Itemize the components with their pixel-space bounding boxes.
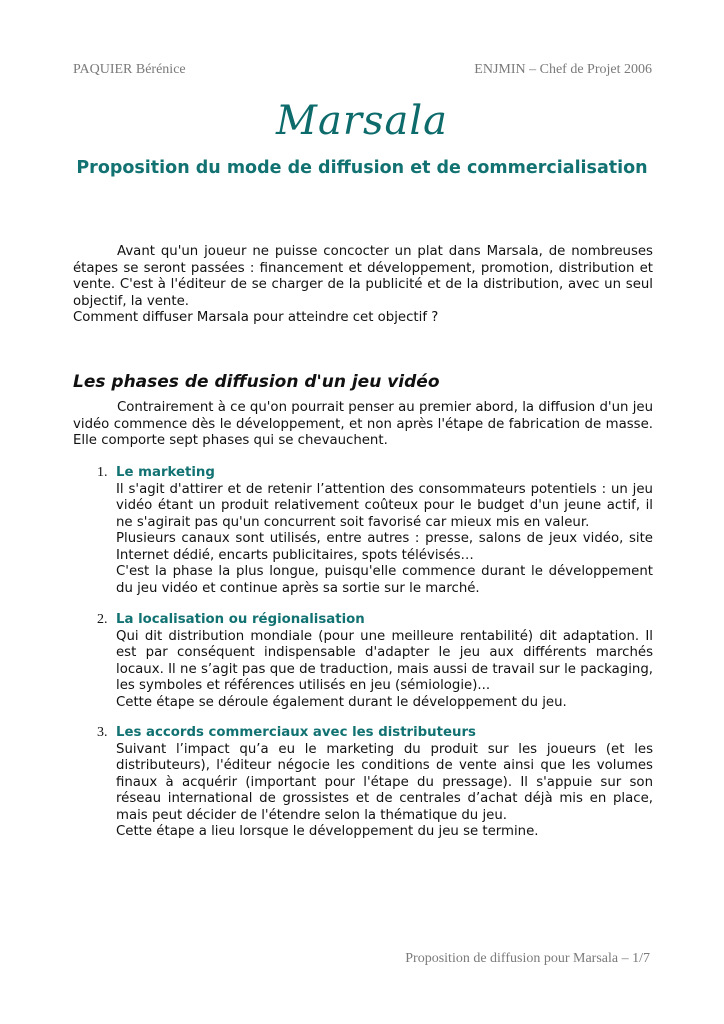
list-item-title: Les accords commerciaux avec les distributeurs [116, 725, 476, 740]
document-subtitle: Proposition du mode de diffusion et de commercialisation [76, 158, 648, 178]
page-header [73, 62, 652, 82]
intro-question: Comment diffuser Marsala pour atteindre cet objectif ? [73, 310, 439, 325]
list-item-text: Qui dit distribution mondiale (pour une meilleure rentabilité) dit adaptation. Il est par conséquent indispensable d'adapter le jeu aux différents marchés locaux. Il ne s’agit pas que de traduction, mais aussi de travail sur le packaging, les symboles et références utilisés en jeu (sémiologie)... [116, 628, 653, 693]
section-heading: Les phases de diffusion d'un jeu vidéo [73, 372, 440, 392]
intro-block [73, 244, 653, 327]
list-item-text: Suivant l’impact qu’a eu le marketing du produit sur les joueurs (et les distributeurs), l'éditeur négocie les conditions de vente ainsi que les volumes finaux à acquérir (important pour l'étape du pressage). Il s'appuie sur son réseau international de grossistes et de centrales d’achat déjà mis en place, mais peut décider de l'étendre selon la thématique du jeu. [116, 741, 653, 823]
list-item-text: C'est la phase la plus longue, puisqu'elle commence durant le développement du jeu vidéo et continue après sa sortie sur le marché. [116, 564, 653, 596]
intro-paragraph: Avant qu'un joueur ne puisse concocter un plat dans Marsala, de nombreuses étapes se seront passées : financement et développement, promotion, distribution et vente. C'est à l'éditeur de se charger de la publicité et de la distribution, avec un seul objectif, la vente. [73, 244, 653, 309]
list-item-title: Le marketing [116, 465, 215, 480]
list-item-text: Plusieurs canaux sont utilisés, entre autres : presse, salons de jeux vidéo, site Internet dédié, encarts publicitaires, spots télévisés… [116, 531, 653, 563]
page-footer: Proposition de diffusion pour Marsala – 1/7 [405, 951, 650, 966]
list-item-text: Il s'agit d'attirer et de retenir l’attention des consommateurs potentiels : un jeu vidéo étant un produit relativement coûteux pour le budget d'un jeune actif, il ne s'agirait pas qu'un concurrent soit favorisé car mieux mis en valeur. [116, 481, 653, 530]
list-item-text: Cette étape se déroule également durant le développement du jeu. [116, 694, 567, 710]
marsala-logo: Marsala [276, 98, 448, 144]
section-intro: Contrairement à ce qu'on pourrait penser au premier abord, la diffusion d'un jeu vidéo commence dès le développement, et non après l'étape de fabrication de masse. Elle comporte sept phases qui se chevauchent. [73, 400, 653, 448]
list-number: 2. [97, 612, 108, 627]
list-number: 3. [97, 725, 108, 740]
header-author: PAQUIER Bérénice [73, 62, 186, 77]
list-item-localisation [97, 612, 653, 711]
list-item-title: La localisation ou régionalisation [116, 612, 365, 627]
list-number: 1. [97, 465, 108, 480]
list-item-accords [97, 725, 653, 841]
list-item-marketing [97, 465, 653, 597]
list-item-text: Cette étape a lieu lorsque le développement du jeu se termine. [116, 824, 539, 839]
header-course: ENJMIN – Chef de Projet 2006 [474, 62, 652, 77]
